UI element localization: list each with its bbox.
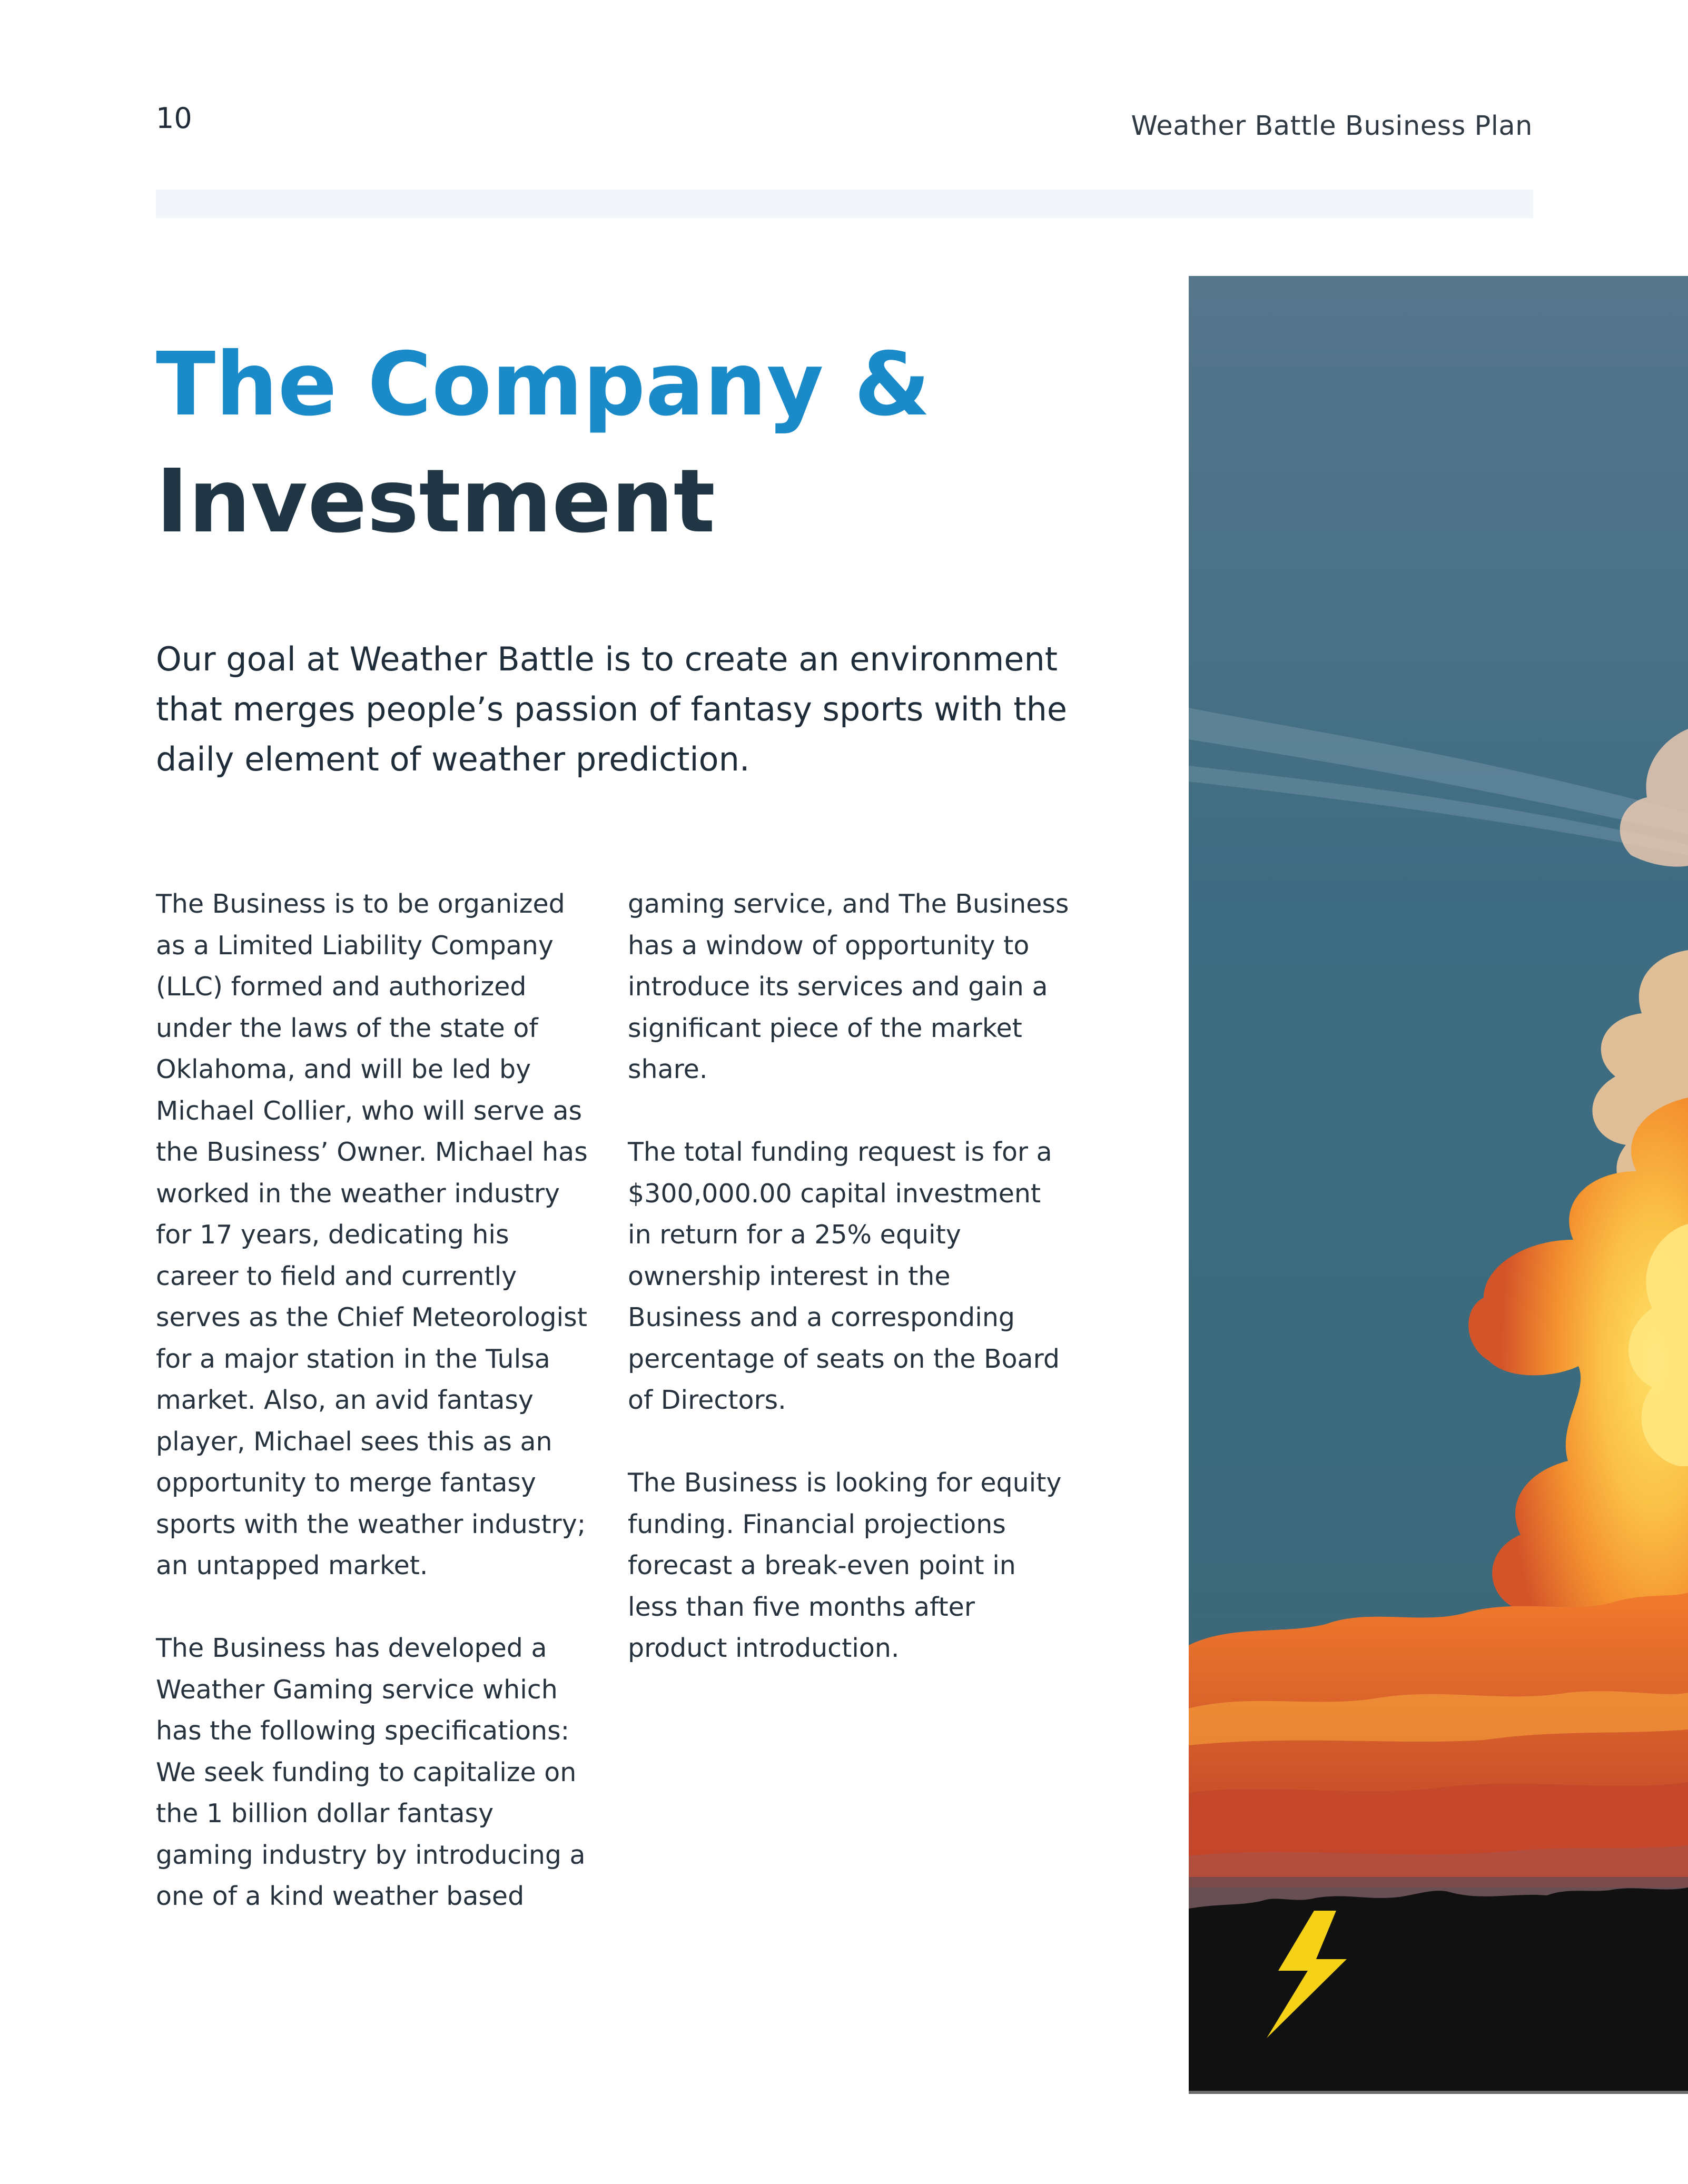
storm-cloud-photo xyxy=(1189,276,1688,2094)
body-paragraph: The Business is looking for equity funding. Financial projections forecast a break-even point in less than five months after product introduction. xyxy=(628,1468,1062,1663)
body-paragraph: The Business has developed a Weather Gaming service which has the following specifications: We seek funding to capitalize on the 1 billion dollar fantasy gaming industry by introducing a one of a kind weather based xyxy=(156,1633,586,1911)
body-paragraph: The total funding request is for a $300,000.00 capital investment in return for a 25% equity ownership interest in the Business and a corresponding percentage of seats on the Board of Directors. xyxy=(628,1137,1060,1415)
body-column-right xyxy=(628,884,1070,1711)
running-header-title: Weather Battle Business Plan xyxy=(1131,111,1533,142)
intro-paragraph: Our goal at Weather Battle is to create an environment that merges people’s passion of fantasy sports with the daily element of weather prediction. xyxy=(156,640,1068,778)
title-line-1: The Company & xyxy=(156,334,931,436)
title-line-2: Investment xyxy=(156,451,715,552)
page-number: 10 xyxy=(156,102,192,135)
body-paragraph: The Business is to be organized as a Limited Liability Company (LLC) formed and authorized under the laws of the state of Oklahoma, and will be led by Michael Collier, who will serve as the Business’ Owner. Michael has worked in the weather industry for 17 years, dedicating his career to field and currently serves as the Chief Meteorologist for a major station in the Tulsa market. Also, an avid fantasy player, Michael sees this as an opportunity to merge fantasy sports with the weather industry; an untapped market. xyxy=(156,889,588,1580)
body-paragraph: gaming service, and The Business has a window of opportunity to introduce its services and gain a significant piece of the market share. xyxy=(628,889,1069,1084)
body-column-left xyxy=(156,884,598,1959)
lightning-bolt-icon xyxy=(1257,1909,1357,2040)
page-title xyxy=(156,327,1157,560)
header-divider xyxy=(156,190,1533,218)
